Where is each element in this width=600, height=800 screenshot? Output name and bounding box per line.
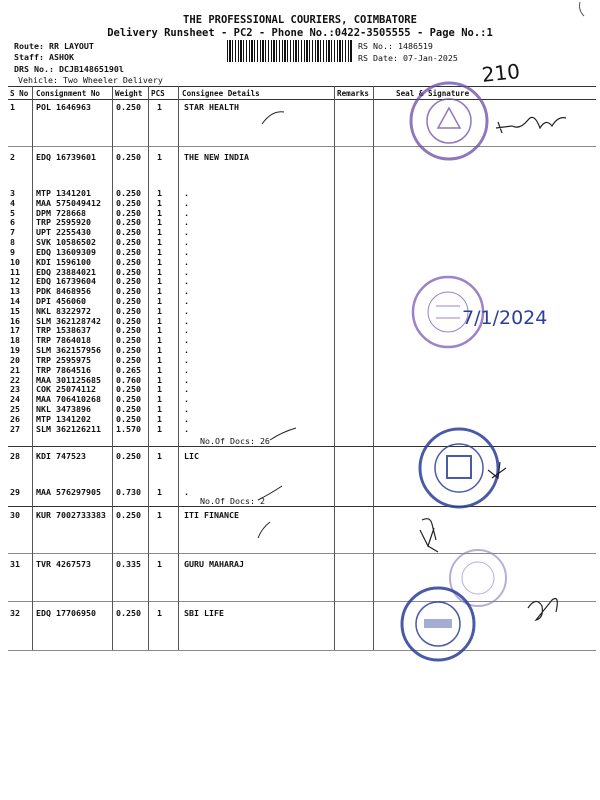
row-consignment: KUR 7002733383 [36,510,106,520]
row-consignee: . [184,315,189,326]
row-sno: 20 [10,354,20,365]
row-weight: 0.730 [116,487,141,497]
row-weight: 0.250 [116,451,141,461]
lic-stamp [420,429,498,507]
row-consignee: STAR HEALTH [184,102,239,112]
row-consignee: GURU MAHARAJ [184,559,244,569]
row-pcs: 1 [157,102,162,112]
row-sno: 1 [10,102,15,112]
row-pcs: 1 [157,510,162,520]
row-pcs: 1 [157,286,162,297]
row-consignee: . [184,256,189,267]
row-consignee: . [184,286,189,297]
row-pcs: 1 [157,374,162,385]
row-pcs: 1 [157,207,162,218]
handwritten-date: 7/1/2024 [462,307,548,329]
row-pcs: 1 [157,188,162,198]
row-sno: 25 [10,404,20,415]
row-consignment: COK 25074112 [36,384,96,395]
row-sno: 17 [10,325,20,336]
row-consignment: UPT 2255430 [36,227,91,238]
rs-date: RS Date: 07-Jan-2025 [358,53,458,63]
row-consignment: EDQ 13609309 [36,246,96,257]
row-consignment: MTP 1341202 [36,413,91,424]
row-weight: 0.250 [116,335,141,346]
row-sno: 13 [10,286,20,297]
row-pcs: 1 [157,197,162,208]
row-pcs: 1 [157,237,162,248]
signature-sbi [528,599,557,621]
row-consignee: . [184,305,189,316]
row-consignee: . [184,188,189,198]
row-sno: 31 [10,559,20,569]
row-consignment: TRP 7864516 [36,364,91,375]
row-sno: 10 [10,256,20,267]
corner-mark [580,2,585,16]
row-consignee: . [184,197,189,208]
column-header: Weight [115,89,143,98]
row-pcs: 1 [157,345,162,356]
row-consignment: TRP 1538637 [36,325,91,336]
row-consignee: . [184,237,189,248]
row-sno: 27 [10,423,20,434]
row-consignee: ITI FINANCE [184,510,239,520]
row-consignment: PDK 8468956 [36,286,91,297]
row-consignment: DPM 728668 [36,207,86,218]
row-sno: 28 [10,451,20,461]
row-consignee: . [184,207,189,218]
star-health-stamp [411,83,487,159]
row-consignee: . [184,276,189,287]
row-weight: 0.265 [116,364,141,375]
row-weight: 0.250 [116,152,141,162]
row-consignee: . [184,384,189,395]
row-pcs: 1 [157,608,162,618]
row-weight: 0.335 [116,559,141,569]
row-sno: 3 [10,188,15,198]
row-consignment: SVK 10586502 [36,237,96,248]
row-consignee: . [184,394,189,405]
row-consignment: MAA 301125685 [36,374,101,385]
row-pcs: 1 [157,305,162,316]
row-sno: 16 [10,315,20,326]
row-weight: 0.250 [116,608,141,618]
row-consignee: THE NEW INDIA [184,152,249,162]
row-consignee: . [184,423,189,434]
tick-row1 [262,112,284,124]
row-sno: 14 [10,296,20,307]
row-sno: 24 [10,394,20,405]
signature-row1 [496,117,566,133]
row-sno: 4 [10,197,15,208]
column-header: Seal & Signature [396,89,470,98]
row-pcs: 1 [157,364,162,375]
row-sno: 2 [10,152,15,162]
row-consignee: . [184,227,189,238]
sheet-title: Delivery Runsheet - PC2 - Phone No.:0422-3505555 - Page No.:1 [107,27,493,39]
row-weight: 0.250 [116,384,141,395]
handwritten-number: 210 [480,58,522,87]
row-pcs: 1 [157,217,162,228]
row-weight: 0.760 [116,374,141,385]
row-sno: 7 [10,227,15,238]
row-pcs: 1 [157,227,162,238]
row-pcs: 1 [157,404,162,415]
row-pcs: 1 [157,315,162,326]
row-sno: 12 [10,276,20,287]
row-consignee: . [184,325,189,336]
row-pcs: 1 [157,394,162,405]
tick-doc2 [258,486,282,500]
row-weight: 0.250 [116,197,141,208]
row-consignment: NKL 8322972 [36,305,91,316]
row-consignee: LIC [184,451,199,461]
row-pcs: 1 [157,246,162,257]
row-weight: 0.250 [116,510,141,520]
row-weight: 0.250 [116,286,141,297]
row-pcs: 1 [157,335,162,346]
row-weight: 0.250 [116,227,141,238]
row-sno: 32 [10,608,20,618]
rs-number: RS No.: 1486519 [358,41,433,51]
row-pcs: 1 [157,451,162,461]
row-pcs: 1 [157,384,162,395]
row-pcs: 1 [157,256,162,267]
row-consignment: TRP 7864018 [36,335,91,346]
row-consignee: . [184,246,189,257]
column-header: PCS [151,89,165,98]
row-sno: 21 [10,364,20,375]
row-consignment: KDI 747523 [36,451,86,461]
tick-doc1 [270,428,296,440]
row-pcs: 1 [157,559,162,569]
row-consignee: . [184,364,189,375]
row-sno: 26 [10,413,20,424]
row-sno: 11 [10,266,20,277]
route-label: Route: RR LAYOUT [14,41,94,51]
row-consignment: EDQ 16739601 [36,152,96,162]
column-header: Remarks [337,89,370,98]
staff-label: Staff: ASHOK [14,52,74,62]
row-consignee: . [184,354,189,365]
row-consignment: SLM 362126211 [36,423,101,434]
drs-number: DRS No.: DCJB14865190l [14,64,124,74]
row-consignee: . [184,413,189,424]
row-consignment: SLM 362157956 [36,345,101,356]
row-sno: 19 [10,345,20,356]
vehicle-label: Vehicle: Two Wheeler Delivery [18,75,163,85]
row-pcs: 1 [157,152,162,162]
row-consignment: TVR 4267573 [36,559,91,569]
row-consignee: SBI LIFE [184,608,224,618]
row-consignment: EDQ 23884021 [36,266,96,277]
row-consignee: . [184,217,189,228]
row-weight: 0.250 [116,246,141,257]
row-consignee: . [184,266,189,277]
row-consignment: EDQ 16739604 [36,276,96,287]
tick-iti [258,522,270,538]
row-pcs: 1 [157,266,162,277]
row-sno: 5 [10,207,15,218]
row-weight: 0.250 [116,207,141,218]
row-weight: 0.250 [116,256,141,267]
row-consignment: TRP 2595920 [36,217,91,228]
row-consignment: TRP 2595975 [36,354,91,365]
row-consignment: DPI 456060 [36,296,86,307]
row-consignee: . [184,335,189,346]
row-sno: 29 [10,487,20,497]
row-consignment: POL 1646963 [36,102,91,112]
row-consignment: MAA 575049412 [36,197,101,208]
row-consignee: . [184,374,189,385]
column-header: S No [10,89,29,98]
row-weight: 0.250 [116,237,141,248]
column-header: Consignment No [36,89,101,98]
column-header: Consignee Details [182,89,260,98]
row-weight: 0.250 [116,296,141,307]
row-sno: 6 [10,217,15,228]
signature-iti [420,519,438,552]
row-sno: 15 [10,305,20,316]
row-pcs: 1 [157,487,162,497]
row-weight: 1.570 [116,423,141,434]
row-weight: 0.250 [116,345,141,356]
guru-maharaj-stamp [450,550,506,606]
row-pcs: 1 [157,296,162,307]
row-weight: 0.250 [116,315,141,326]
row-consignment: MAA 706410268 [36,394,101,405]
row-pcs: 1 [157,413,162,424]
row-weight: 0.250 [116,276,141,287]
row-consignee: . [184,345,189,356]
row-weight: 0.250 [116,305,141,316]
row-consignee: . [184,296,189,307]
row-weight: 0.250 [116,102,141,112]
row-consignment: MTP 1341201 [36,188,91,198]
doc-count-group2: No.Of Docs: 2 [200,496,265,506]
company-title: THE PROFESSIONAL COURIERS, COIMBATORE [183,14,417,26]
row-sno: 9 [10,246,15,257]
row-weight: 0.250 [116,325,141,336]
row-weight: 0.250 [116,188,141,198]
row-consignment: KDI 1596100 [36,256,91,267]
row-weight: 0.250 [116,354,141,365]
row-weight: 0.250 [116,394,141,405]
row-pcs: 1 [157,276,162,287]
row-consignment: MAA 576297905 [36,487,101,497]
row-consignment: SLM 362128742 [36,315,101,326]
row-consignee: . [184,404,189,415]
row-sno: 22 [10,374,20,385]
row-weight: 0.250 [116,404,141,415]
row-pcs: 1 [157,325,162,336]
row-sno: 18 [10,335,20,346]
row-pcs: 1 [157,354,162,365]
row-sno: 8 [10,237,15,248]
row-weight: 0.250 [116,217,141,228]
row-sno: 30 [10,510,20,520]
doc-count-group1: No.Of Docs: 26 [200,436,270,446]
row-consignee: . [184,487,189,497]
row-sno: 23 [10,384,20,395]
row-consignment: NKL 3473896 [36,404,91,415]
row-weight: 0.250 [116,413,141,424]
row-weight: 0.250 [116,266,141,277]
sbi-life-stamp [402,588,474,660]
row-consignment: EDQ 17706950 [36,608,96,618]
row-pcs: 1 [157,423,162,434]
